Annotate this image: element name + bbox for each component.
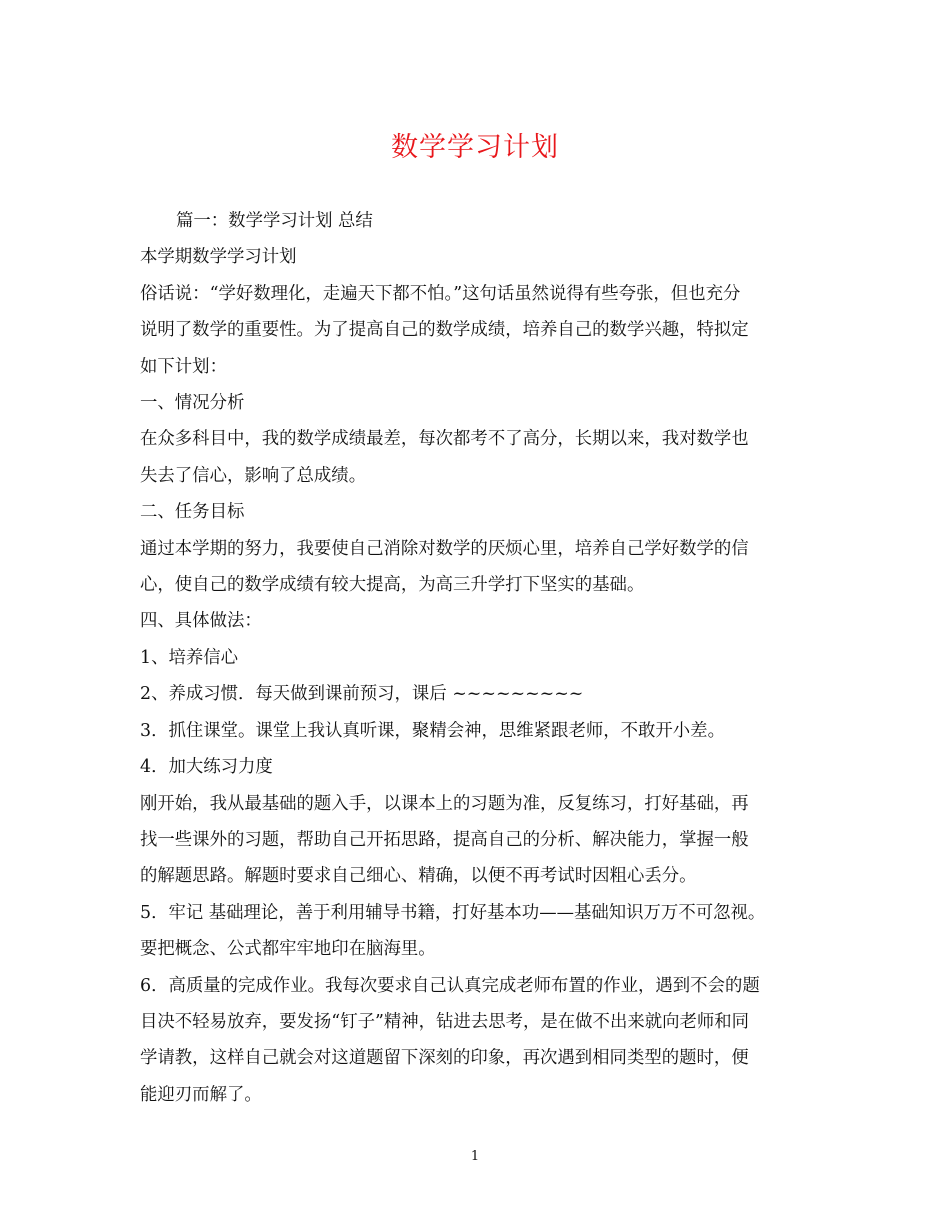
text-line-item: 6．高质量的完成作业。我每次要求自己认真完成老师布置的作业，遇到不会的题 [140, 975, 760, 996]
text-line: 俗话说：“学好数理化，走遍天下都不怕。”这句话虽然说得有些夸张，但也充分 [140, 283, 741, 304]
text-line: 失去了信心，影响了总成绩。 [140, 465, 367, 486]
text-line: 的解题思路。解题时要求自己细心、精确，以便不再考试时因粗心丢分。 [140, 866, 697, 887]
text-line: 说明了数学的重要性。为了提高自己的数学成绩，培养自己的数学兴趣，特拟定 [140, 320, 749, 341]
text-line: 在众多科目中，我的数学成绩最差，每次都考不了高分，长期以来，我对数学也 [140, 429, 749, 450]
text-line: 找一些课外的习题，帮助自己开拓思路，提高自己的分析、解决能力，掌握一般 [140, 829, 749, 850]
text-line: 目决不轻易放弃，要发扬“钉子”精神，钻进去思考，是在做不出来就向老师和同 [140, 1011, 750, 1032]
text-line-section-heading: 篇一：数学学习计划 总结 [176, 211, 373, 231]
text-line: 能迎刃而解了。 [140, 1084, 262, 1105]
document-body [140, 203, 810, 1113]
text-line-item: 5．牢记 基础理论，善于利用辅导书籍，打好基本功——基础知识万万不可忽视。 [140, 902, 766, 923]
text-line-heading: 二、任务目标 [140, 502, 245, 523]
text-line: 通过本学期的努力，我要使自己消除对数学的厌烦心里，培养自己学好数学的信 [140, 538, 749, 559]
text-line: 如下计划： [140, 356, 227, 377]
text-line-item: 4．加大练习力度 [140, 757, 273, 778]
text-line-heading: 一、情况分析 [140, 393, 245, 414]
text-line-heading: 四、具体做法： [140, 611, 262, 632]
text-line: 刚开始，我从最基础的题入手，以课本上的习题为准，反复练习，打好基础，再 [140, 793, 749, 814]
text-line-item: 2、养成习惯．每天做到课前预习，课后 ~~~~~~~~~ [140, 684, 584, 705]
text-line-item: 3．抓住课堂。课堂上我认真听课，聚精会神，思维紧跟老师，不敢开小差。 [140, 720, 725, 741]
text-line-subtitle: 本学期数学学习计划 [140, 247, 297, 268]
text-line: 要把概念、公式都牢牢地印在脑海里。 [140, 939, 436, 960]
document-title: 数学学习计划 [391, 132, 559, 163]
text-line: 学请教，这样自己就会对这道题留下深刻的印象，再次遇到相同类型的题时，便 [140, 1048, 749, 1069]
text-line-item: 1、培养信心 [140, 647, 239, 668]
page-number: 1 [470, 1149, 480, 1164]
text-line: 心，使自己的数学成绩有较大提高，为高三升学打下坚实的基础。 [140, 575, 645, 596]
